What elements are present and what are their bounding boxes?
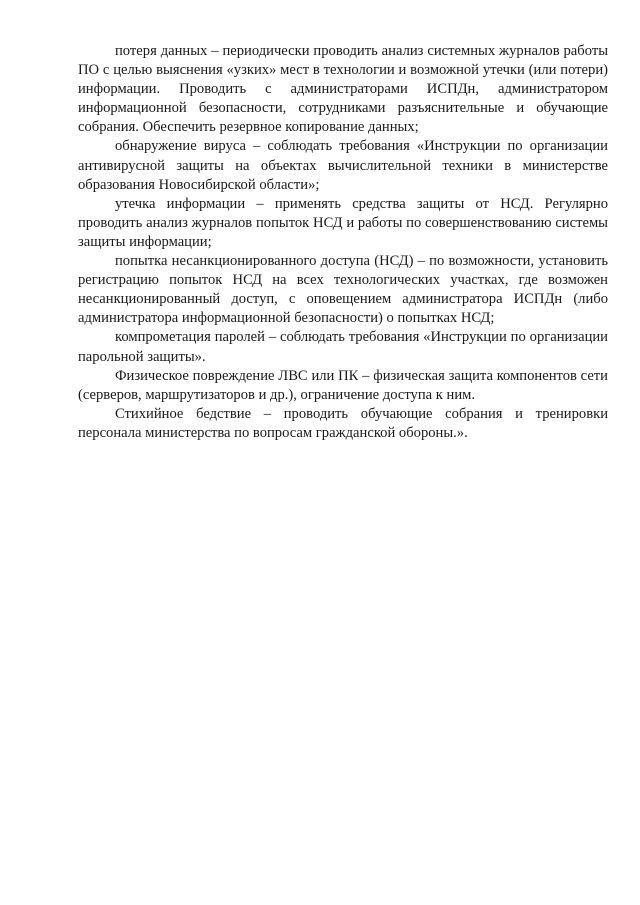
paragraph-natural-disaster: Стихийное бедствие – проводить обучающие собрания и тренировки персонала министерства по вопросам гражданской обороны.». — [78, 405, 608, 441]
paragraph-virus-detection: обнаружение вируса – соблюдать требования «Инструкции по организации антивирусной защиты на объектах вычислительной техники в министерстве образования Новосибирской области»; — [78, 138, 608, 193]
paragraph-password-compromise: компрометация паролей – соблюдать требования «Инструкции по организации парольной защиты». — [78, 329, 608, 365]
paragraph-physical-damage: Физическое повреждение ЛВС или ПК – физическая защита компонентов сети (серверов, маршрутизаторов и др.), ограничение доступа к ним. — [78, 367, 608, 403]
paragraph-data-loss: потеря данных – периодически проводить анализ системных журналов работы ПО с целью выяснения «узких» мест в технологии и возможной утечки (или потери) информации. Проводить с администраторами ИСПДн, администратором информационной безопасности, сотрудниками разъяснительные и обучающие собрания. Обеспечить резервное копирование данных; — [78, 43, 608, 136]
paragraph-unauthorized-access: попытка несанкционированного доступа (НСД) – по возможности, установить регистрацию попыток НСД на всех технологических участках, где возможен несанкционированный доступ, с оповещением администратора ИСПДн (либо администратора информационной безопасности) о попытках НСД; — [78, 253, 608, 327]
document-page — [78, 42, 608, 443]
paragraph-information-leak: утечка информации – применять средства защиты от НСД. Регулярно проводить анализ журналов попыток НСД и работы по совершенствованию системы защиты информации; — [78, 195, 608, 250]
